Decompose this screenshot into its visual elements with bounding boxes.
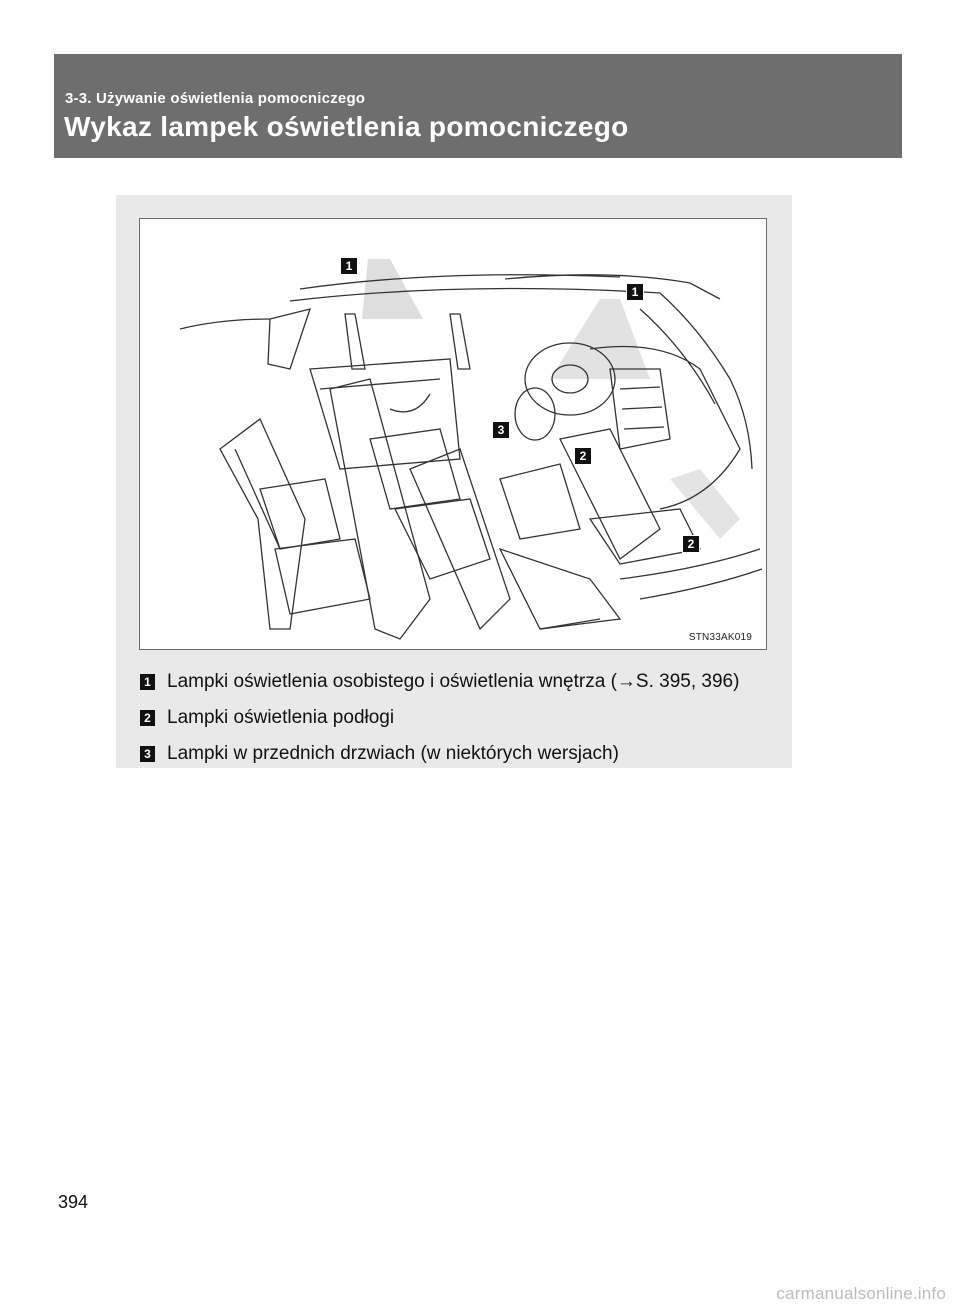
watermark: carmanualsonline.info <box>776 1284 946 1303</box>
callout-2-right: 2 <box>682 535 700 553</box>
legend-number-badge: 2 <box>140 710 155 726</box>
legend-item <box>140 700 780 736</box>
legend-item-text: Lampki w przednich drzwiach (w niektórych wersjach) <box>167 743 619 764</box>
page-title: Wykaz lampek oświetlenia pomocniczego <box>64 111 629 142</box>
legend-item <box>140 736 780 772</box>
callout-1-rear: 1 <box>340 257 358 275</box>
legend-number-badge: 3 <box>140 746 155 762</box>
legend-item-text: Lampki oświetlenia podłogi <box>167 707 395 728</box>
legend-number-badge: 1 <box>140 674 155 690</box>
light-beam-front <box>550 299 650 379</box>
page-number: 394 <box>58 1192 89 1212</box>
callout-2-center: 2 <box>574 447 592 465</box>
callout-3: 3 <box>492 421 510 439</box>
legend-item <box>140 664 780 700</box>
light-beam-floor <box>670 469 740 539</box>
image-code: STN33AK019 <box>688 632 752 643</box>
light-beam-rear <box>362 259 423 319</box>
car-interior-illustration <box>139 218 767 650</box>
car-interior-drawing <box>140 219 766 649</box>
legend-item-text: Lampki oświetlenia osobistego i oświetlenia wnętrza (→S. 395, 396) <box>167 671 740 692</box>
callout-1-front: 1 <box>626 283 644 301</box>
legend-list <box>140 664 780 772</box>
section-label: 3-3. Używanie oświetlenia pomocniczego <box>65 90 366 107</box>
